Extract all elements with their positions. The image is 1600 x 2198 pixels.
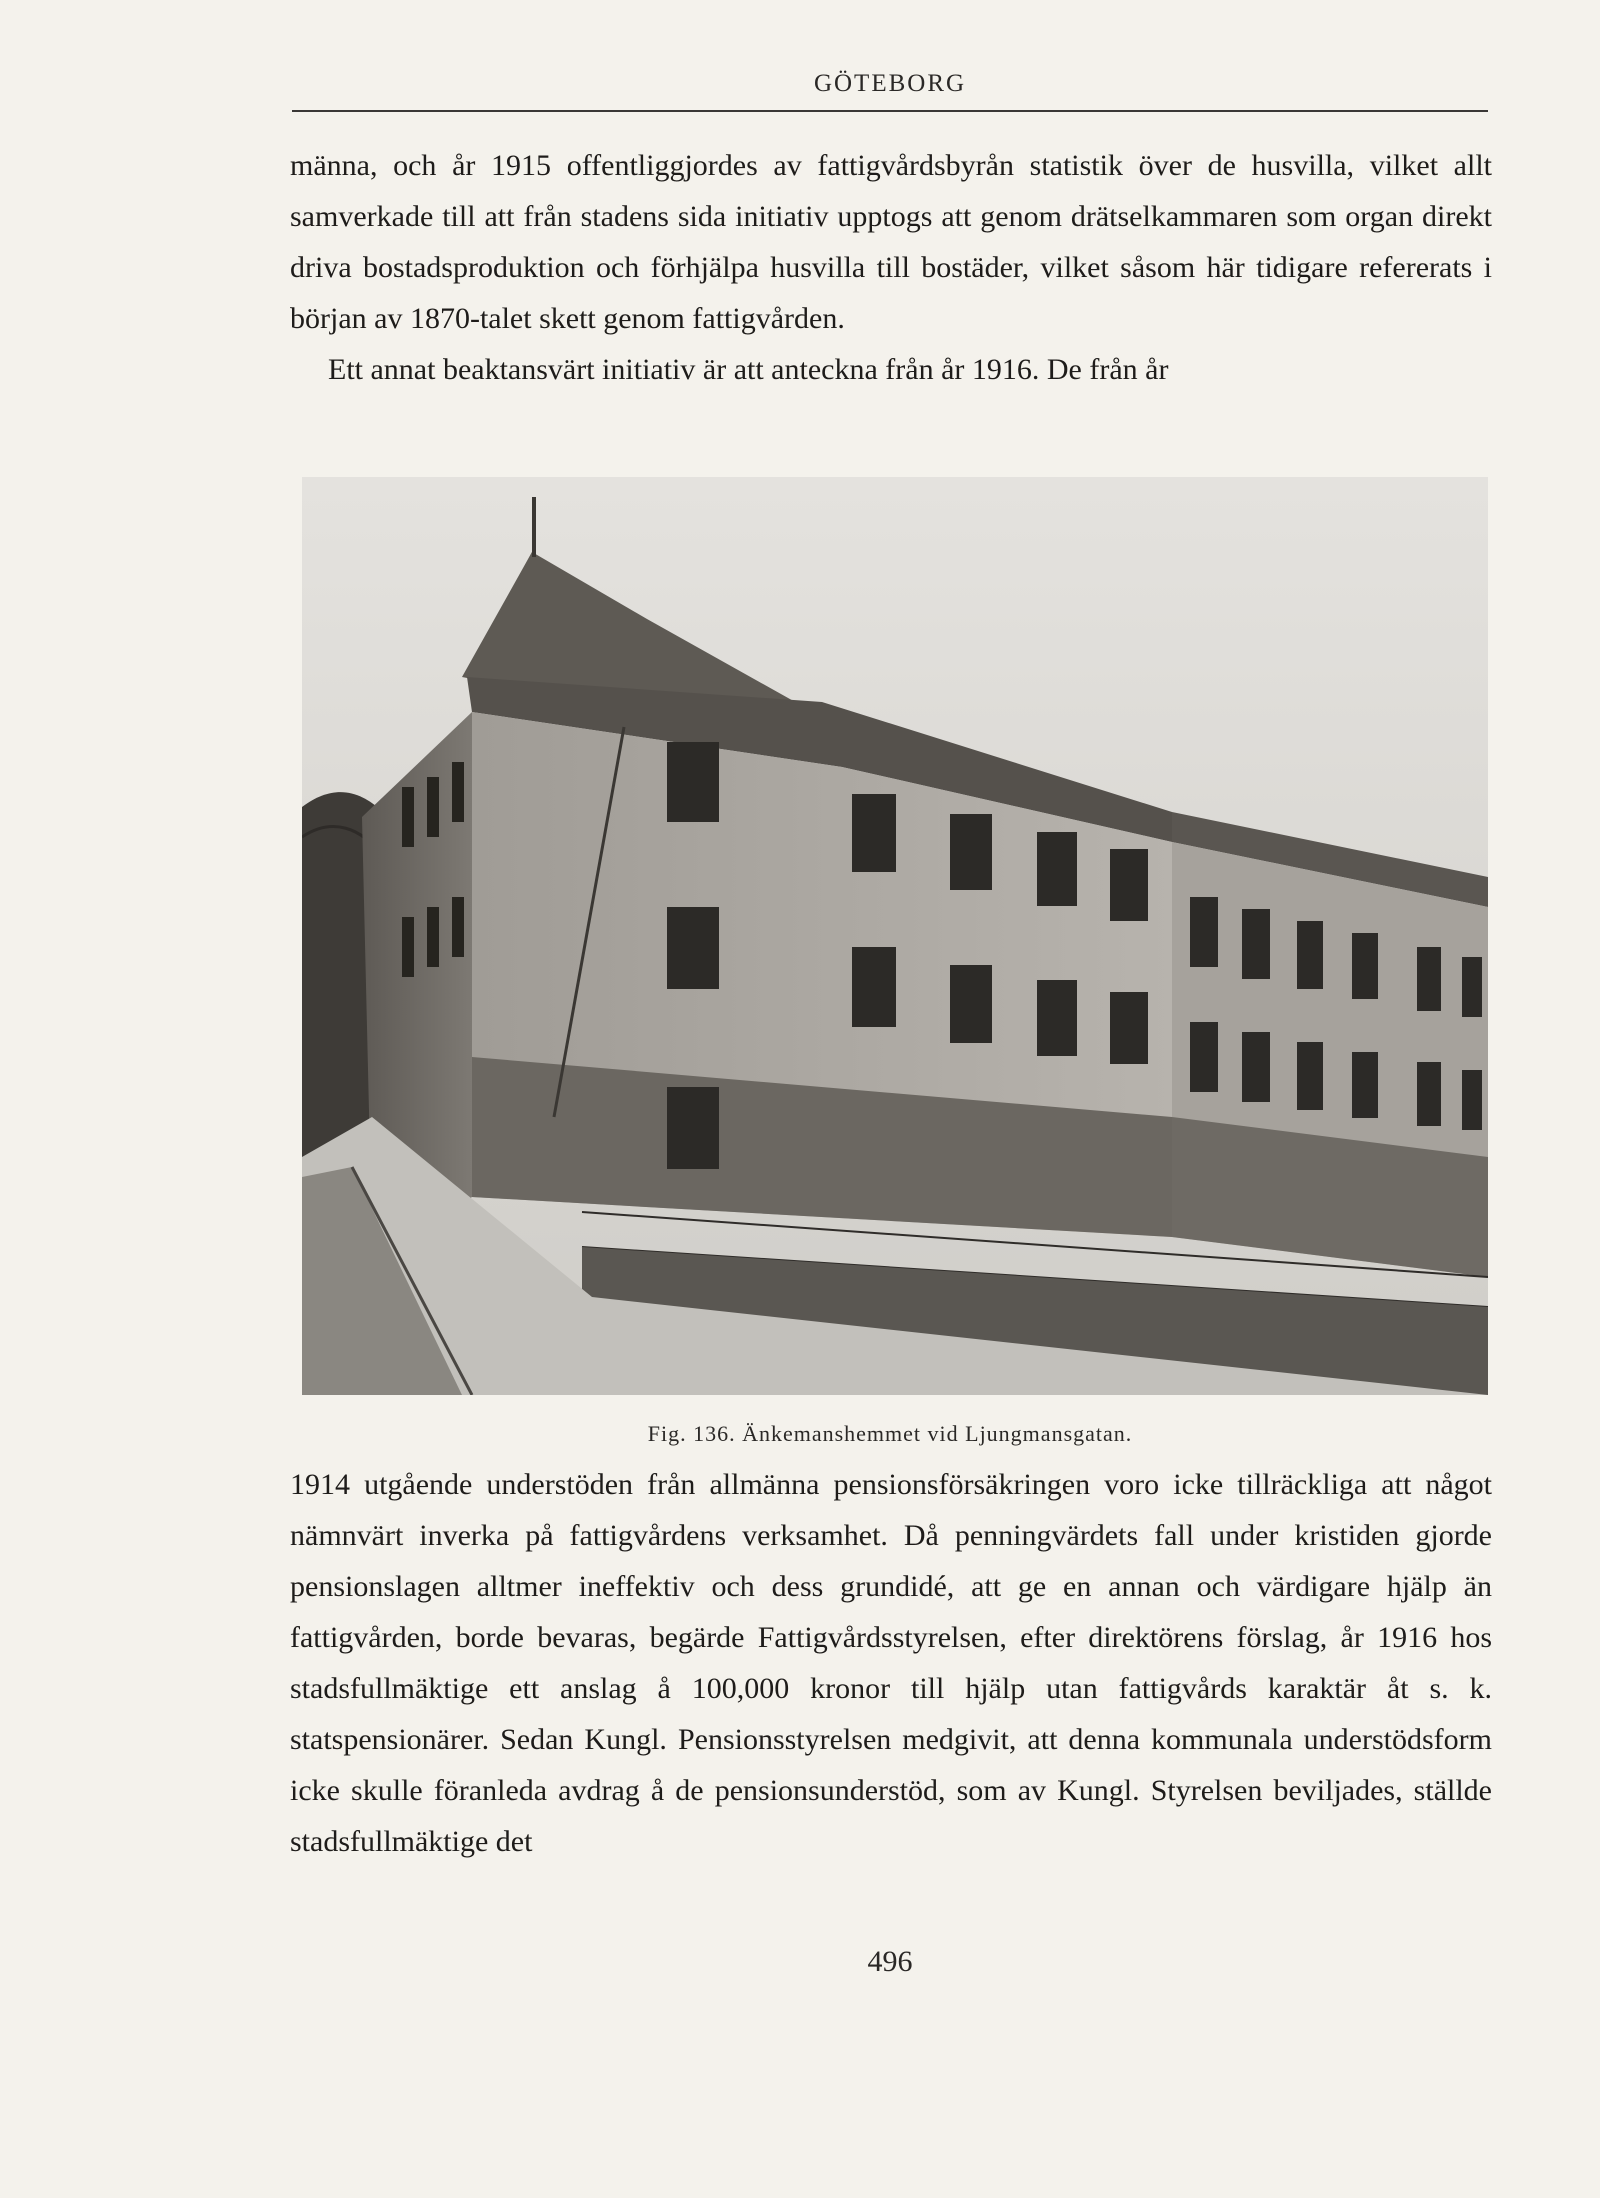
paragraph: Ett annat beaktansvärt initiativ är att anteckna från år 1916. De från år xyxy=(328,353,1169,386)
figure-caption: Fig. 136. Änkemanshemmet vid Ljungmansgatan. xyxy=(647,1421,1133,1446)
body-text-top xyxy=(290,140,1492,395)
building-photograph xyxy=(302,477,1488,1395)
body-text-bottom xyxy=(290,1459,1492,1867)
header-rule xyxy=(292,110,1488,112)
paragraph: 1914 utgående understöden från allmänna pensionsförsäkringen voro icke tillräckliga att något nämnvärt inverka på fattigvårdens verksamhet. Då penningvärdets fall under kristiden gjorde pensionslagen alltmer ineffektiv och dess grundidé, att ge en annan och värdigare hjälp än fattigvården, borde bevaras, begärde Fattigvårdsstyrelsen, efter direktörens förslag, år 1916 hos stadsfullmäktige ett anslag å 100,000 kronor till hjälp utan fattigvårds karaktär åt s. k. statspensionärer. Sedan Kungl. Pensionsstyrelsen medgivit, att denna kommunala understödsform icke skulle föranleda avdrag å de pensionsunderstöd, som av Kungl. Styrelsen beviljades, ställde stadsfullmäktige det xyxy=(290,1468,1492,1858)
page-number: 496 xyxy=(867,1945,913,1978)
running-head: GÖTEBORG xyxy=(813,70,967,97)
paragraph: männa, och år 1915 offentliggjordes av fattigvårdsbyrån statistik över de husvilla, vilket allt samverkade till att från stadens sida initiativ upptogs att genom drätselkammaren som organ direkt driva bostadsproduktion och förhjälpa husvilla till bostäder, vilket såsom här tidigare refererats i början av 1870-talet skett genom fattigvården. xyxy=(290,149,1492,335)
